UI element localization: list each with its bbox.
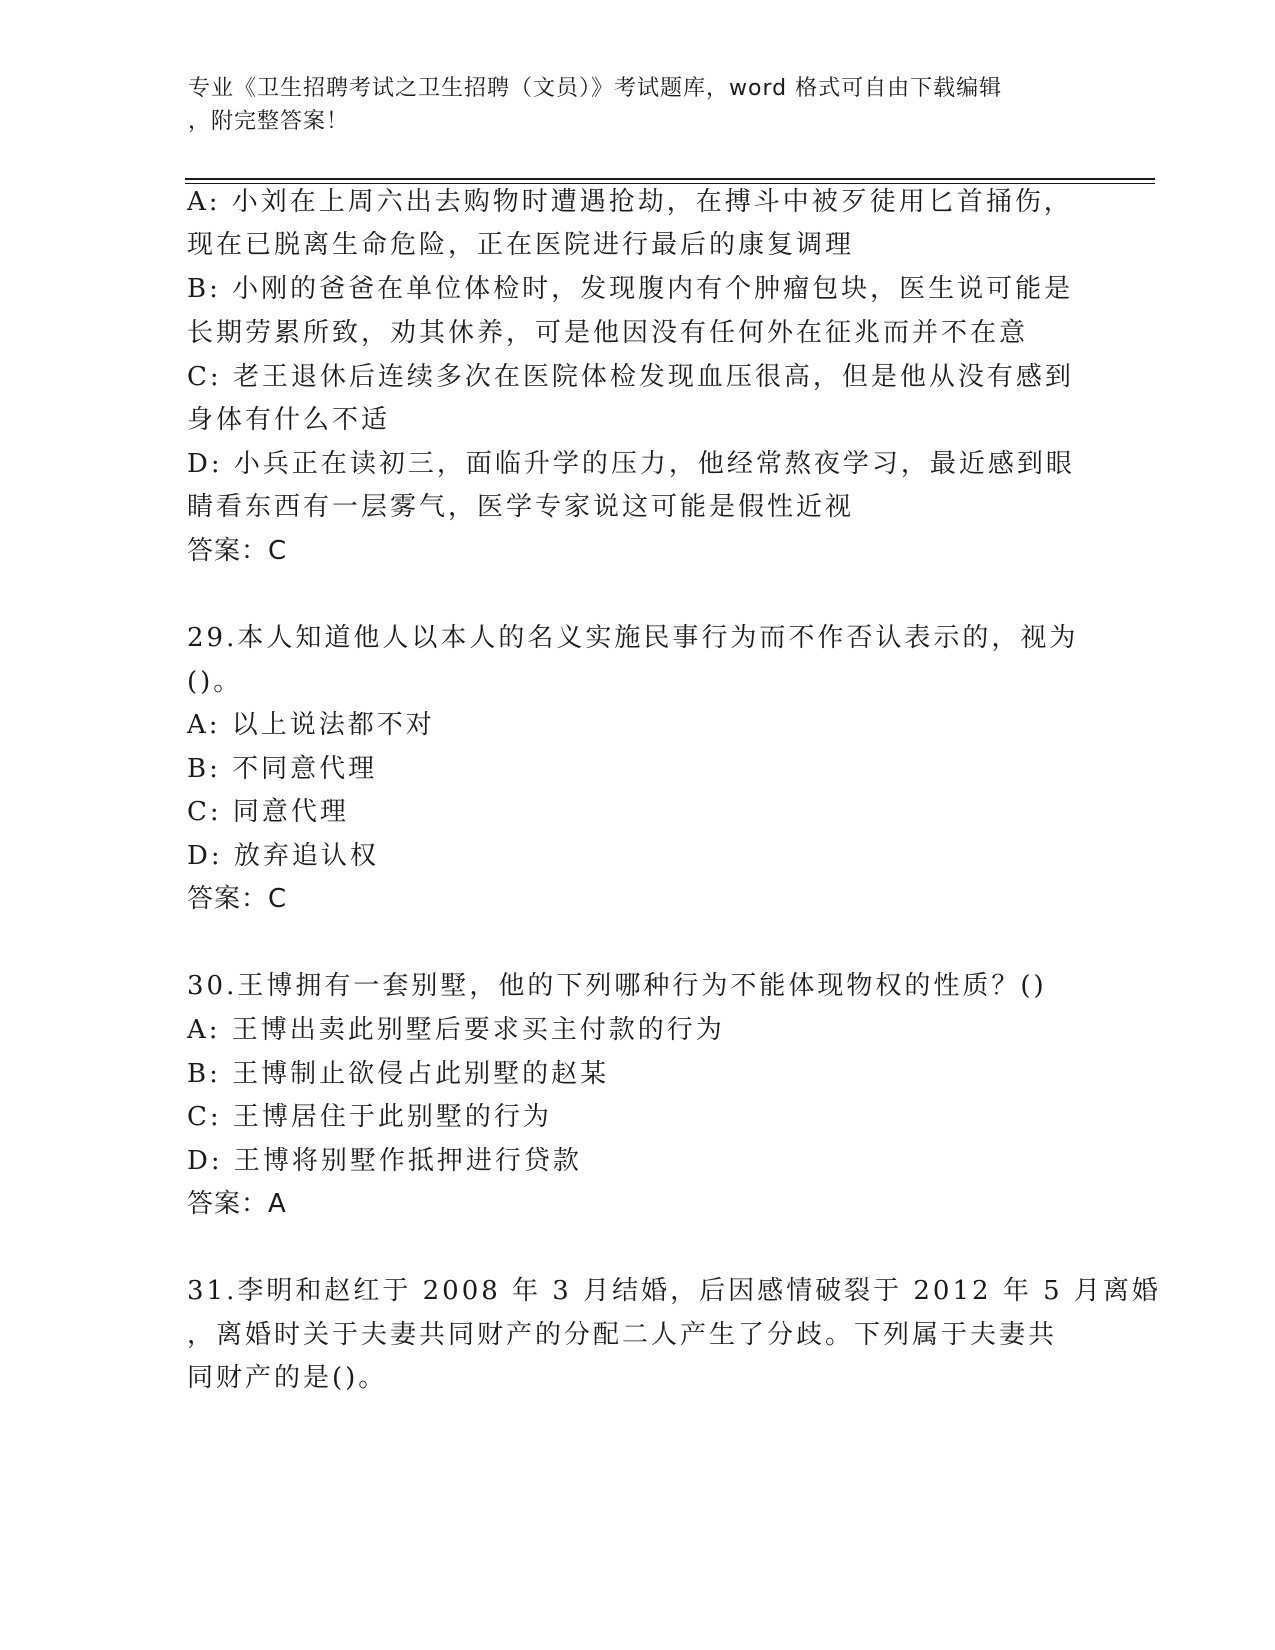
q28-option-a-line-2: 现在已脱离生命危险，正在医院进行最后的康复调理 — [187, 230, 855, 260]
q28-option-b-line-1: B: 小刚的爸爸在单位体检时，发现腹内有个肿瘤包块，医生说可能是 — [187, 274, 1074, 304]
q28-option-d-line-1: D: 小兵正在读初三，面临升学的压力，他经常熬夜学习，最近感到眼 — [187, 449, 1075, 479]
q31-question-line-3: 同财产的是()。 — [187, 1363, 388, 1393]
q29-answer: 答案：C — [187, 884, 288, 914]
q28-option-c-line-2: 身体有什么不适 — [187, 405, 391, 435]
q30-option-c: C: 王博居住于此别墅的行为 — [187, 1102, 552, 1132]
q28-option-c-line-1: C: 老王退休后连续多次在医院体检发现血压很高，但是他从没有感到 — [187, 362, 1074, 392]
q31-question-line-1: 31.李明和赵红于 2008 年 3 月结婚，后因感情破裂于 2012 年 5 月离婚 — [187, 1276, 1161, 1306]
q30-question-line-1: 30.王博拥有一套别墅，他的下列哪种行为不能体现物权的性质？() — [187, 971, 1047, 1001]
header-line-1: 专业《卫生招聘考试之卫生招聘（文员）》考试题库，word 格式可自由下载编辑 — [188, 76, 1003, 101]
q30-option-b: B: 王博制止欲侵占此别墅的赵某 — [187, 1059, 610, 1089]
q29-option-d: D: 放弃追认权 — [187, 841, 379, 871]
q29-question-line-2: ()。 — [187, 667, 243, 697]
q30-answer: 答案：A — [187, 1189, 287, 1219]
q28-option-a-line-1: A: 小刘在上周六出去购物时遭遇抢劫，在搏斗中被歹徒用匕首捅伤， — [187, 187, 1073, 217]
q31-question-line-2: ，离婚时关于夫妻共同财产的分配二人产生了分歧。下列属于夫妻共 — [187, 1320, 1058, 1350]
q28-answer: 答案：C — [187, 536, 288, 566]
page-header — [188, 72, 1068, 138]
q28-option-b-line-2: 长期劳累所致，劝其休养，可是他因没有任何外在征兆而并不在意 — [187, 318, 1029, 348]
q30-option-d: D: 王博将别墅作抵押进行贷款 — [187, 1146, 582, 1176]
header-line-2: ，附完整答案！ — [188, 109, 350, 134]
q29-option-b: B: 不同意代理 — [187, 754, 378, 784]
q28-option-d-line-2: 睛看东西有一层雾气，医学专家说这可能是假性近视 — [187, 492, 855, 522]
q29-option-a: A: 以上说法都不对 — [187, 710, 435, 740]
header-divider-thin — [185, 183, 1155, 184]
q30-option-a: A: 王博出卖此别墅后要求买主付款的行为 — [187, 1015, 725, 1045]
q29-question-line-1: 29.本人知道他人以本人的名义实施民事行为而不作否认表示的，视为 — [187, 623, 1079, 653]
q29-option-c: C: 同意代理 — [187, 797, 349, 827]
header-divider-thick — [185, 178, 1155, 180]
